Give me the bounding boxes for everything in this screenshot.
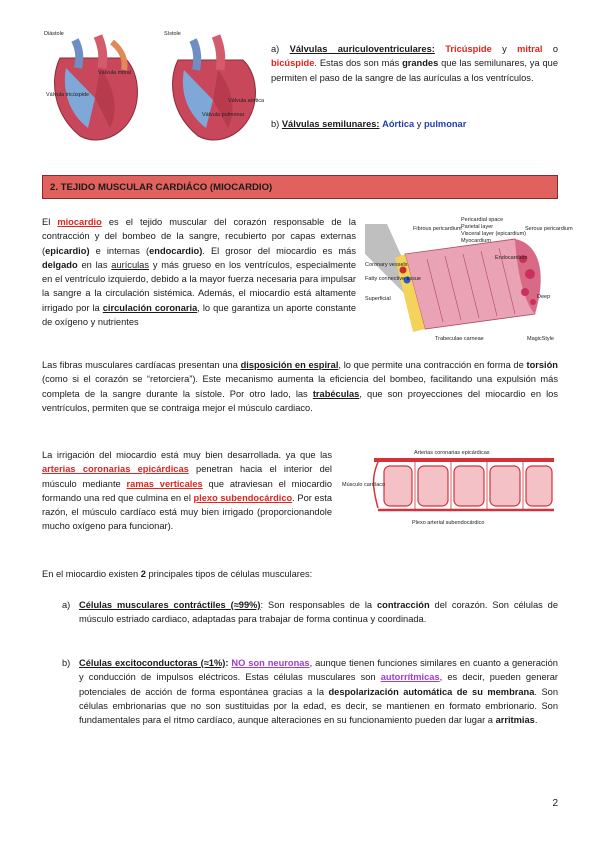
- svg-text:Deep: Deep: [537, 294, 551, 300]
- svg-text:MagicStyle: MagicStyle: [527, 336, 554, 342]
- svg-text:Arterias coronarias epicárdica: Arterias coronarias epicárdicas: [414, 450, 490, 456]
- valves-semilunar-item: b) Válvulas semilunares: Aórtica y pulmonar: [271, 119, 467, 129]
- svg-text:Coronary vessels: Coronary vessels: [365, 262, 408, 268]
- coronary-arteries-figure: [342, 446, 558, 534]
- svg-text:Trabeculae carneae: Trabeculae carneae: [435, 336, 484, 342]
- svg-text:Músculo cardíaco: Músculo cardíaco: [342, 482, 386, 488]
- svg-text:Fatty connective tissue: Fatty connective tissue: [365, 276, 421, 282]
- cell-types-intro: En el miocardio existen 2 principales tipos de células musculares:: [42, 569, 313, 579]
- myocardium-layers-figure: [365, 214, 573, 348]
- svg-text:Parietal layer: Parietal layer: [461, 224, 494, 230]
- page-number: 2: [552, 798, 558, 809]
- svg-text:Válvula pulmonar: Válvula pulmonar: [202, 112, 245, 118]
- svg-text:Superficial: Superficial: [365, 296, 391, 302]
- section-header: [42, 175, 558, 199]
- excitoconductor-cells-item: Células excitoconductoras (≈1%): NO son neuronas, aunque tienen funciones similares en cuanto a generación y conducción de impulsos eléctricos. Estas células musculares son autorrítmicas, es decir, pueden generar potenciales de acción de forma espontánea gracias a la despolarización automática de su membrana. Son células embrionarias que no son sustituidas por la edad, es decir, se mantienen en formato embrionario. Son fundamentales para el ritmo cardíaco, aunque alteraciones en su funcionamiento pueden dar lugar a arritmias.: [79, 658, 558, 726]
- svg-text:Endocardium: Endocardium: [495, 255, 528, 261]
- systole-heart-figure: [160, 28, 265, 148]
- diastole-heart-figure: [40, 28, 150, 148]
- svg-text:Myocardium: Myocardium: [461, 238, 491, 244]
- section-title: 2. TEJIDO MUSCULAR CARDIÁCO (MIOCARDIO): [50, 182, 273, 193]
- svg-text:Válvula tricúspide: Válvula tricúspide: [46, 92, 90, 98]
- svg-text:Plexo arterial subendocárdico: Plexo arterial subendocárdico: [412, 520, 485, 526]
- svg-text:Válvula aórtica: Válvula aórtica: [228, 98, 265, 104]
- svg-text:Fibrous pericardium: Fibrous pericardium: [413, 226, 462, 232]
- irrigation-paragraph: La irrigación del miocardio está muy bien desarrollada. ya que las arterias coronarias epicárdicas penetran hacia el interior del músculo mediante ramas verticales que atraviesan el miocardio formando una red que culmina en el plexo subendocárdico. Por esta razón, el músculo cardíaco está muy bien irrigado (proporcionandole mucho oxígeno para funcionar).: [42, 450, 333, 532]
- systole-label: Sístole: [164, 31, 181, 37]
- myocardium-intro-paragraph: El miocardio es el tejido muscular del corazón responsable de la contracción y del bombeo de la sangre, recubierto por capas externas (epicardio) e internas (endocardio). El grosor del miocardio es más delgado en las aurículas y más grueso en los ventrículos, especialmente en el ventrículo izquierdo, debido a la mayor fuerza necesaria para impulsar la sangre a la circulación sistémica. Además, el miocardio está altamente irrigado por la circulación coronaria, lo que garantiza un aporte constante de oxígeno y nutrientes: [42, 217, 356, 328]
- svg-text:Visceral layer (epicardium): Visceral layer (epicardium): [461, 231, 527, 237]
- diastole-label: Diástole: [44, 31, 64, 37]
- list-marker-a: a): [62, 600, 71, 610]
- svg-text:Válvula mitral: Válvula mitral: [98, 70, 132, 76]
- spiral-disposition-paragraph: Las fibras musculares cardíacas presentan una disposición en espiral, lo que permite una contracción en forma de torsión (como si el corazón se “retorciera”). Este mecanismo aumenta la eficiencia del bombeo, facilitando una expulsión más completa de la sangre durante la sístole. Por otro lado, las trabéculas, que son proyecciones del miocardio en los ventrículos, permiten que se contraiga mejor el músculo cardiaco.: [42, 360, 558, 413]
- contractile-cells-item: Células musculares contráctiles (≈99%): Son responsables de la contracción del corazón. Son células de músculo estriado cardiaco, adaptadas para trabajar de forma continua y coordinada.: [79, 600, 558, 625]
- svg-text:Serous pericardium: Serous pericardium: [525, 226, 573, 232]
- valves-av-item: a) Válvulas auriculoventriculares: Tricúspide y mitral o bicúspide. Estas dos son más grandes que las semilunares, ya que permiten el paso de la sangre de las aurículas a los ventrículos.: [271, 44, 558, 83]
- svg-text:Pericardial space: Pericardial space: [461, 217, 504, 223]
- list-marker-b: b): [62, 658, 71, 668]
